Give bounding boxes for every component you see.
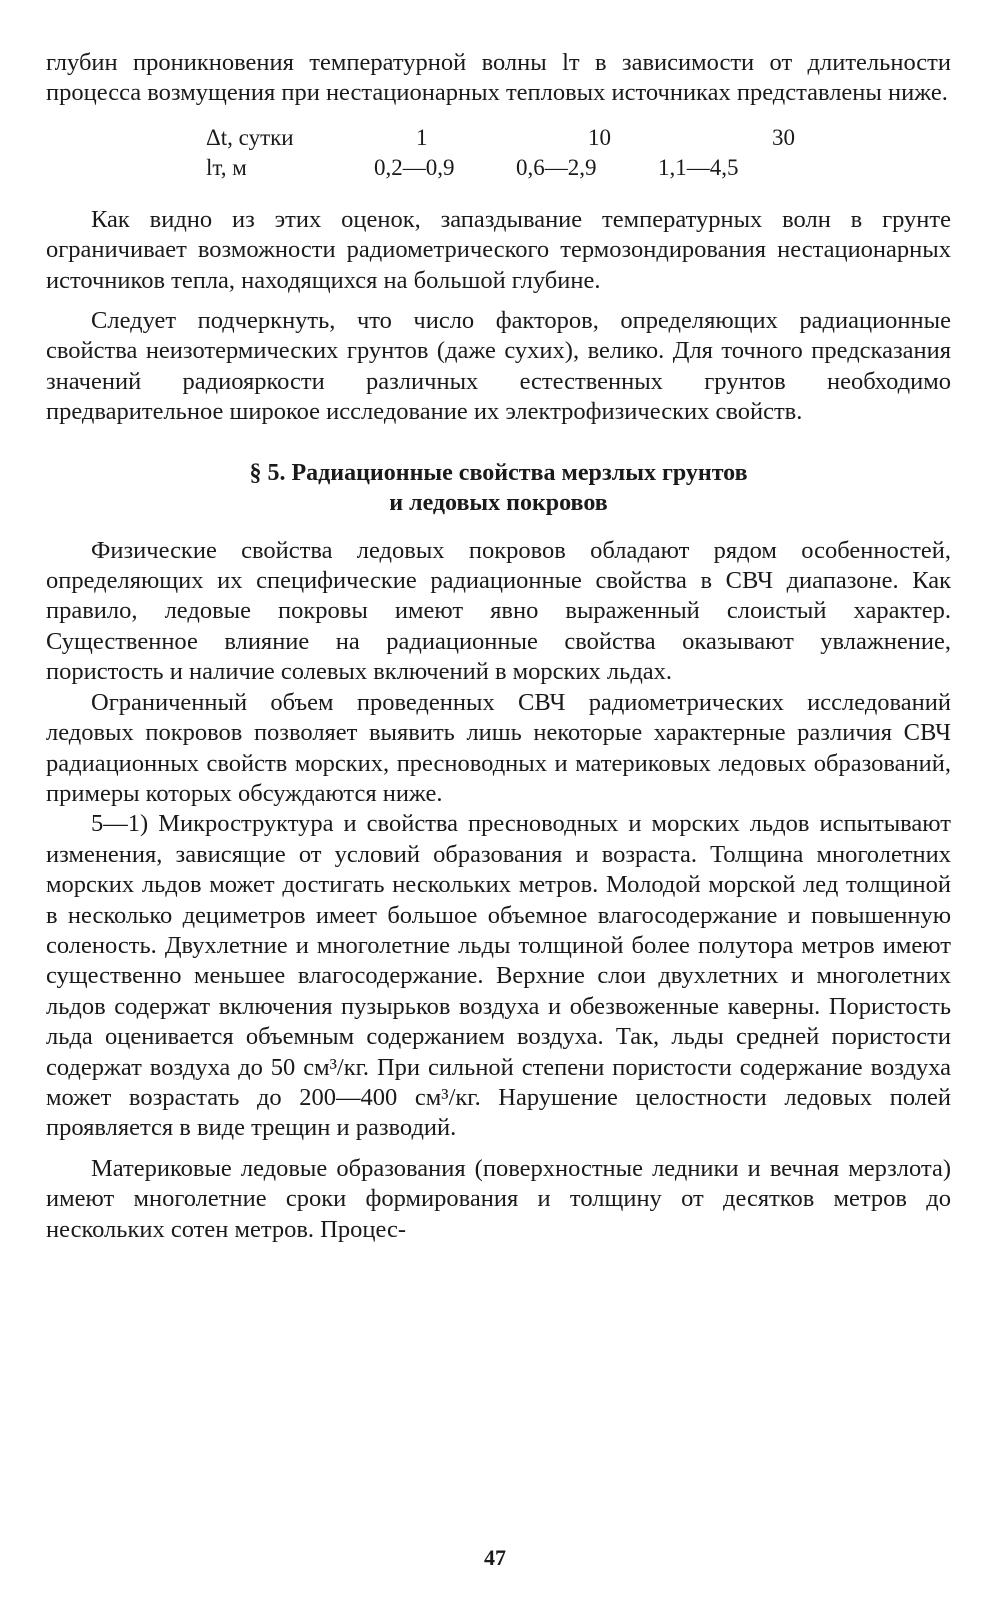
- paragraph: Ограниченный объем проведенных СВЧ радиометрических исследований ледовых покровов позволяет выявить лишь некоторые характерные различия СВЧ радиационных свойств морских, пресноводных и материковых ледовых образований, примеры которых обсуждаются ниже.: [46, 688, 951, 807]
- penetration-table: [206, 123, 951, 183]
- table-cell: 1,1—4,5: [658, 154, 739, 180]
- page-body: [46, 48, 951, 1245]
- table-cell: 30: [772, 124, 795, 150]
- paragraph: Физические свойства ледовых покровов обладают рядом особенностей, определяющих их специфические радиационные свойства в СВЧ диапазоне. Как правило, ледовые покровы имеют явно выраженный слоистый характер. Существенное влияние на радиационные свойства оказывают увлажнение, пористость и наличие солевых включений в морских льдах.: [46, 536, 951, 686]
- paragraph: 5—1) Микроструктура и свойства пресноводных и морских льдов испытывают изменения, зависящие от условий образования и возраста. Толщина многолетних морских льдов может достигать нескольких метров. Молодой морской лед толщиной в несколько дециметров имеет большое объемное влагосодержание и повышенную соленость. Двухлетние и многолетние льды толщиной более полутора метров имеют существенно меньшее влагосодержание. Верхние слои двухлетних и многолетних льдов содержат включения пузырьков воздуха и обезвоженные каверны. Пористость льда оценивается объемным содержанием воздуха. Так, льды средней пористости содержат воздуха до 50 см³/кг. При сильной степени пористости содержание воздуха может возрастать до 200—400 см³/кг. Нарушение целостности ледовых полей проявляется в виде трещин и разводий.: [46, 810, 951, 1142]
- page-number: 47: [484, 1545, 506, 1570]
- table-row: [206, 153, 951, 183]
- table-cell: 10: [588, 124, 611, 150]
- section-heading: [46, 458, 951, 518]
- paragraph: Следует подчеркнуть, что число факторов, определяющих радиационные свойства неизотермических грунтов (даже сухих), велико. Для точного предсказания значений радиояркости различных естественных грунтов необходимо предварительное широкое исследование их электрофизических свойств.: [46, 307, 951, 426]
- table-cell: 1: [416, 124, 428, 150]
- section-title-line: и ледовых покровов: [389, 489, 608, 516]
- table-cell: 0,6—2,9: [516, 154, 597, 180]
- paragraph: Как видно из этих оценок, запаздывание температурных волн в грунте ограничивает возможности радиометрического термозондирования нестационарных источников тепла, находящихся на большой глубине.: [46, 205, 951, 294]
- table-row-label: Δt, сутки: [206, 124, 294, 150]
- paragraph: Материковые ледовые образования (поверхностные ледники и вечная мерзлота) имеют многолетние сроки формирования и толщину от десятков метров до нескольких сотен метров. Процес-: [46, 1154, 951, 1243]
- intro-paragraph: глубин проникновения температурной волны lт в зависимости от длительности процесса возмущения при нестационарных тепловых источниках представлены ниже.: [46, 49, 951, 107]
- section-title-line: § 5. Радиационные свойства мерзлых грунтов: [249, 459, 748, 486]
- table-cell: 0,2—0,9: [374, 154, 455, 180]
- table-row-label: lт, м: [206, 154, 247, 180]
- table-row: [206, 123, 951, 153]
